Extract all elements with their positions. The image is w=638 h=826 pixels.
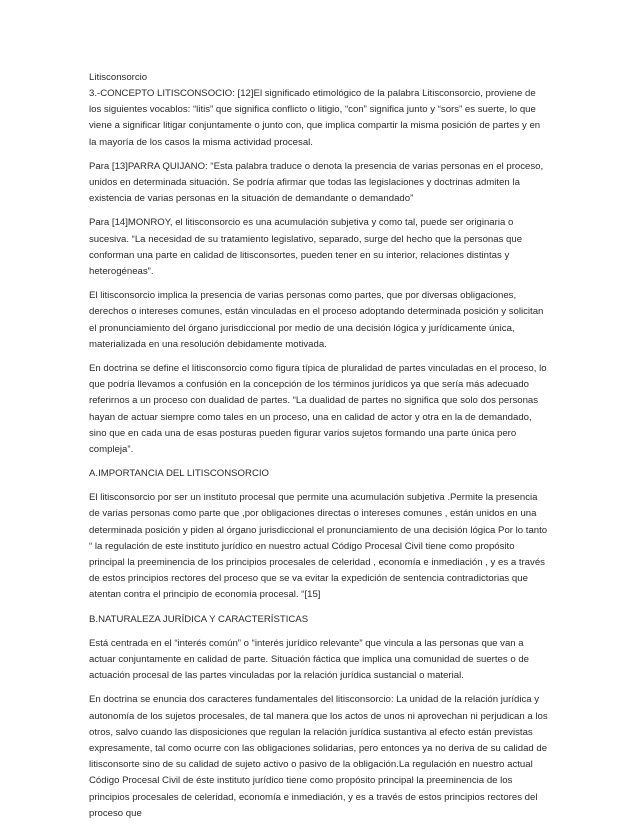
heading-importancia: A.IMPORTANCIA DEL LITISCONSORCIO [89, 468, 270, 480]
document-title: Litisconsorcio [89, 72, 148, 83]
paragraph-implica: El litisconsorcio implica la presencia de varias personas como partes, que por diversas obligaciones, derechos o intereses comunes, están vinculadas en el proceso adoptando determinada posición y solicitan el pronunciamiento del órgano jurisdiccional por medio de una decisión lógica y jurídicamente única, materializada en una resolución debidamente motivada. [89, 290, 544, 350]
paragraph-interes-comun: Está centrada en el “interés común” o “interés jurídico relevante” que vincula a las personas que van a actuar conjuntamente en calidad de parte. Situación fáctica que implica una comunidad de suertes o de actuación procesal de las partes vinculadas por la relación jurídica sustancial o material. [89, 637, 529, 682]
paragraph-concepto: 3.-CONCEPTO LITISCONSOCIO: [12]El significado etimológico de la palabra Litisconsorcio, proviene de los siguientes vocablos: “litis” que significa conflicto o litigio, “con” significa junto y “sors” es suerte, lo que viene a significar litigar conjuntamente o junto con, que implica compartir la misma posición de partes y en la mayoría de los casos la misma actividad procesal. [89, 88, 541, 148]
paragraph-caracteres: En doctrina se enuncia dos caracteres fundamentales del litisconsorcio: La unidad de la relación jurídica y autonomía de los sujetos procesales, de tal manera que los actos de unos ni aprovechan ni perjudican a los otros, salvo cuando las disposiciones que regulan la relación jurídica sustantiva al efecto están previstas expresamente, tal como ocurre con las obligaciones solidarias, pero entonces ya no deriva de su calidad de litisconsorte sino de su calidad de sujeto activo o pasivo de la obligación.La regulación en nuestro actual Código Procesal Civil de éste instituto jurídico tiene como propósito principal la preeminencia de los principios procesales de celeridad, economía e inmediación, y es a través de estos principios rectores del proceso que [89, 694, 548, 819]
paragraph-parra-quijano: Para [13]PARRA QUIJANO: “Esta palabra traduce o denota la presencia de varias personas en el proceso, unidos en determinada situación. Se podría afirmar que todas las legislaciones y doctrinas admiten la existencia de varias personas en la situación de demandante o demandado” [89, 160, 544, 205]
heading-naturaleza: B.NATURALEZA JURÍDICA Y CARACTERÍSTICAS [89, 613, 309, 625]
paragraph-monroy: Para [14]MONROY, el litisconsorcio es una acumulación subjetiva y como tal, puede ser originaria o sucesiva. “La necesidad de su tratamiento legislativo, separado, surge del hecho que la personas que conforman una parte en calidad de litisconsortes, pueden tener en su interior, relaciones distintas y heterogéneas”. [89, 217, 523, 278]
paragraph-doctrina-define: En doctrina se define el litisconsorcio como figura típica de pluralidad de partes vinculadas en el proceso, lo que podría llevamos a confusión en la concepción de los términos jurídicos ya que sería más adecuado referirnos a un proceso con dualidad de partes. “La dualidad de partes no significa que solo dos personas hayan de actuar siempre como tales en un proceso, una en calidad de actor y otra en la de demandado, sino que en cada una de esas posturas pueden figurar varios sujetos formando una parte única pero compleja”. [89, 363, 547, 456]
paragraph-importancia: El litisconsorcio por ser un instituto procesal que permite una acumulación subjetiva .Permite la presencia de varias personas como parte que ,por obligaciones directas o intereses comunes , están unidos en una determinada posición y piden al órgano jurisdiccional el pronunciamiento de una decisión lógica Por lo tanto “ la regulación de este instituto jurídico en nuestro actual Código Procesal Civil tiene como propósito principal la preeminencia de los principios procesales de celeridad , economía e inmediación , y es a través de estos principios rectores del proceso que se va evitar la expedición de sentencia contradictorias que atentan contra el principio de economía procesal. “[15] [89, 492, 548, 601]
